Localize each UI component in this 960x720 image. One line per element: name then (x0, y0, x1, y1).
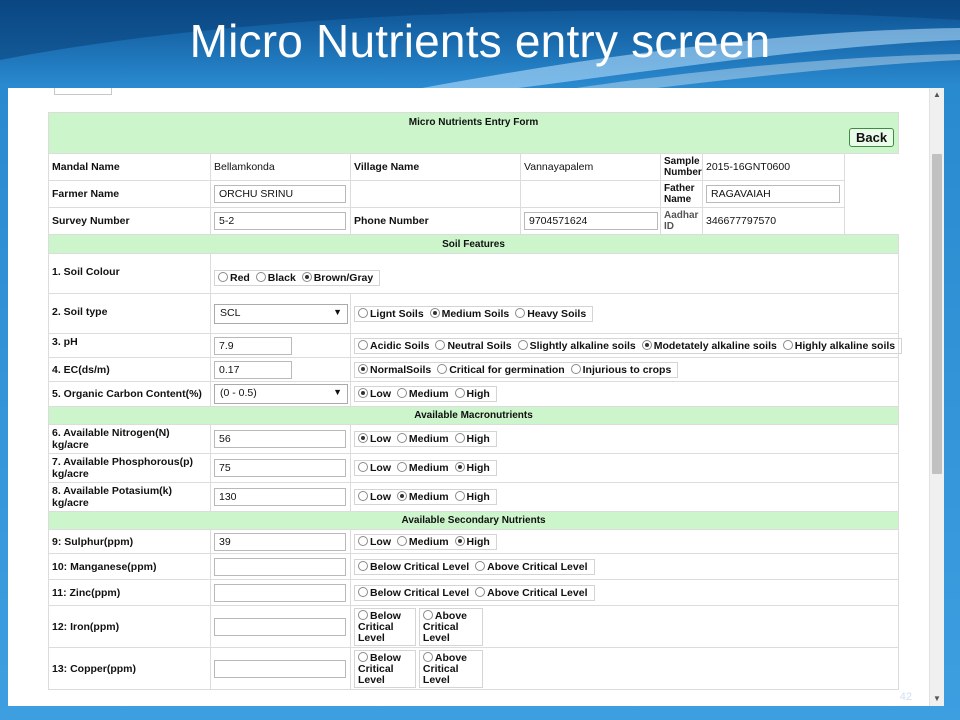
browser-window (8, 88, 944, 706)
manganese-label: 10: Manganese(ppm) (49, 554, 211, 580)
soil-type-light[interactable]: Lignt Soils (358, 308, 424, 320)
radio-icon[interactable] (475, 561, 485, 571)
empty-cell (351, 181, 521, 208)
radio-icon[interactable] (358, 587, 368, 597)
radio-icon[interactable] (358, 561, 368, 571)
radio-icon[interactable] (358, 462, 368, 472)
ph-acidic[interactable]: Acidic Soils (358, 340, 430, 352)
dropdown-arrow-icon: ▼ (333, 387, 342, 397)
soil-type-radio-group (354, 306, 593, 322)
phosphorus-radio-group (354, 460, 497, 476)
nitrogen-radio-group (354, 431, 497, 447)
sulphur-label: 9: Sulphur(ppm) (49, 530, 211, 554)
aadhar-value: 346677797570 (703, 208, 845, 235)
zinc-label: 11: Zinc(ppm) (49, 580, 211, 606)
nitrogen-medium[interactable]: Medium (397, 433, 449, 445)
slide-page-number: 42 (899, 691, 912, 703)
empty-cell (845, 154, 899, 181)
radio-selected-icon[interactable] (397, 491, 407, 501)
radio-icon[interactable] (455, 388, 465, 398)
potassium-low[interactable]: Low (358, 491, 391, 503)
empty-cell (521, 181, 661, 208)
radio-icon[interactable] (423, 610, 433, 620)
radio-icon[interactable] (358, 652, 368, 662)
radio-icon[interactable] (515, 308, 525, 318)
radio-selected-icon[interactable] (358, 364, 368, 374)
phosphorus-field[interactable]: 75 (214, 459, 346, 477)
ec-radio-group (354, 362, 678, 378)
radio-selected-icon[interactable] (302, 272, 312, 282)
iron-below-option[interactable]: Below Critical Level (354, 608, 416, 646)
radio-selected-icon[interactable] (358, 433, 368, 443)
farmer-label: Farmer Name (49, 181, 211, 208)
tab-stub (54, 88, 112, 95)
radio-icon[interactable] (455, 433, 465, 443)
soil-colour-red[interactable]: Red (218, 272, 250, 284)
zinc-field[interactable] (214, 584, 346, 602)
radio-icon[interactable] (571, 364, 581, 374)
ec-critical[interactable]: Critical for germination (437, 364, 565, 376)
radio-icon[interactable] (358, 610, 368, 620)
ec-normal[interactable]: NormalSoils (358, 364, 431, 376)
ec-label: 4. EC(ds/m) (49, 358, 211, 382)
copper-above-option[interactable]: Above Critical Level (419, 650, 483, 688)
manganese-field[interactable] (214, 558, 346, 576)
soil-type-select[interactable]: SCL ▼ (214, 304, 348, 324)
ph-neutral[interactable]: Neutral Soils (435, 340, 511, 352)
soil-type-heavy[interactable]: Heavy Soils (515, 308, 586, 320)
scroll-down-arrow-icon[interactable]: ▼ (933, 694, 941, 703)
zinc-above[interactable]: Above Critical Level (475, 587, 587, 599)
oc-medium[interactable]: Medium (397, 388, 449, 400)
form-title: Micro Nutrients Entry Form (408, 117, 539, 128)
zinc-below[interactable]: Below Critical Level (358, 587, 469, 599)
radio-selected-icon[interactable] (358, 388, 368, 398)
manganese-above[interactable]: Above Critical Level (475, 561, 587, 573)
farmer-name-field[interactable]: ORCHU SRINU (214, 185, 346, 203)
scroll-thumb[interactable] (932, 154, 942, 474)
iron-above-option[interactable]: Above Critical Level (419, 608, 483, 646)
iron-field[interactable] (214, 618, 346, 636)
zinc-radio-group (354, 585, 595, 601)
sulphur-field[interactable]: 39 (214, 533, 346, 551)
back-button[interactable]: Back (849, 128, 894, 147)
soil-colour-brown-gray[interactable]: Brown/Gray (302, 272, 374, 284)
sulphur-medium[interactable]: Medium (397, 536, 449, 548)
radio-icon[interactable] (475, 587, 485, 597)
soil-colour-black[interactable]: Black (256, 272, 296, 284)
radio-icon[interactable] (397, 388, 407, 398)
radio-selected-icon[interactable] (430, 308, 440, 318)
radio-icon[interactable] (358, 340, 368, 350)
phosphorus-label: 7. Available Phosphorous(p) kg/acre (49, 454, 211, 483)
phone-number-field[interactable]: 9704571624 (524, 212, 658, 230)
mandal-value: Bellamkonda (211, 154, 351, 181)
radio-icon[interactable] (358, 536, 368, 546)
radio-icon[interactable] (783, 340, 793, 350)
iron-label: 12: Iron(ppm) (49, 606, 211, 648)
phone-label: Phone Number (351, 208, 521, 235)
phosphorus-medium[interactable]: Medium (397, 462, 449, 474)
potassium-field[interactable]: 130 (214, 488, 346, 506)
potassium-radio-group (354, 489, 497, 505)
soil-type-label: 2. Soil type (49, 294, 211, 334)
section-soil-features: Soil Features (49, 235, 899, 254)
ph-label: 3. pH (49, 334, 211, 358)
radio-selected-icon[interactable] (455, 536, 465, 546)
copper-field[interactable] (214, 660, 346, 678)
oc-radio-group (354, 386, 497, 402)
potassium-label: 8. Available Potasium(k) kg/acre (49, 483, 211, 512)
empty-cell (845, 181, 899, 208)
radio-icon[interactable] (435, 340, 445, 350)
aadhar-label: Aadhar ID (661, 208, 703, 235)
nitrogen-low[interactable]: Low (358, 433, 391, 445)
nitrogen-label: 6. Available Nitrogen(N) kg/acre (49, 425, 211, 454)
ec-field[interactable]: 0.17 (214, 361, 292, 379)
manganese-below[interactable]: Below Critical Level (358, 561, 469, 573)
soil-colour-radio-group (214, 270, 380, 286)
radio-selected-icon[interactable] (455, 462, 465, 472)
radio-selected-icon[interactable] (642, 340, 652, 350)
section-secondary-nutrients: Available Secondary Nutrients (49, 512, 899, 530)
soil-type-medium[interactable]: Medium Soils (430, 308, 510, 320)
radio-icon[interactable] (437, 364, 447, 374)
ph-slightly-alkaline[interactable]: Slightly alkaline soils (518, 340, 636, 352)
phosphorus-low[interactable]: Low (358, 462, 391, 474)
oc-high[interactable]: High (455, 388, 490, 400)
nitrogen-high[interactable]: High (455, 433, 490, 445)
ph-moderately-alkaline[interactable]: Modetately alkaline soils (642, 340, 777, 352)
oc-select[interactable]: (0 - 0.5) ▼ (214, 384, 348, 404)
potassium-medium[interactable]: Medium (397, 491, 449, 503)
sample-label: Sample Number (661, 154, 703, 181)
radio-icon[interactable] (218, 272, 228, 282)
radio-icon[interactable] (397, 433, 407, 443)
radio-icon[interactable] (256, 272, 266, 282)
dropdown-arrow-icon: ▼ (333, 306, 342, 317)
mandal-label: Mandal Name (49, 154, 211, 181)
manganese-radio-group (354, 559, 595, 575)
survey-label: Survey Number (49, 208, 211, 235)
ec-injurious[interactable]: Injurious to crops (571, 364, 672, 376)
form-table (48, 112, 899, 690)
form-header (49, 113, 899, 154)
sulphur-high[interactable]: High (455, 536, 490, 548)
father-label: Father Name (661, 181, 703, 208)
radio-icon[interactable] (358, 308, 368, 318)
sulphur-radio-group (354, 534, 497, 550)
micro-nutrients-form (48, 112, 898, 690)
father-name-field[interactable]: RAGAVAIAH (706, 185, 840, 203)
nitrogen-field[interactable]: 56 (214, 430, 346, 448)
survey-number-field[interactable]: 5-2 (214, 212, 346, 230)
soil-colour-label: 1. Soil Colour (49, 254, 211, 294)
ph-highly-alkaline[interactable]: Highly alkaline soils (783, 340, 895, 352)
slide-title: Micro Nutrients entry screen (189, 15, 771, 67)
section-macronutrients: Available Macronutrients (49, 407, 899, 425)
copper-label: 13: Copper(ppm) (49, 648, 211, 690)
ph-field[interactable]: 7.9 (214, 337, 292, 355)
oc-label: 5. Organic Carbon Content(%) (49, 382, 211, 407)
village-label: Village Name (351, 154, 521, 181)
radio-icon[interactable] (358, 491, 368, 501)
radio-icon[interactable] (518, 340, 528, 350)
village-value: Vannayapalem (521, 154, 661, 181)
vertical-scrollbar[interactable] (929, 88, 944, 706)
ph-radio-group (354, 338, 902, 354)
radio-icon[interactable] (397, 536, 407, 546)
oc-low[interactable]: Low (358, 388, 391, 400)
scroll-up-arrow-icon[interactable]: ▲ (933, 90, 941, 99)
potassium-high[interactable]: High (455, 491, 490, 503)
copper-below-option[interactable]: Below Critical Level (354, 650, 416, 688)
radio-icon[interactable] (397, 462, 407, 472)
phosphorus-high[interactable]: High (455, 462, 490, 474)
sample-value: 2015-16GNT0600 (703, 154, 845, 181)
sulphur-low[interactable]: Low (358, 536, 391, 548)
radio-icon[interactable] (423, 652, 433, 662)
radio-icon[interactable] (455, 491, 465, 501)
empty-cell (845, 208, 899, 235)
